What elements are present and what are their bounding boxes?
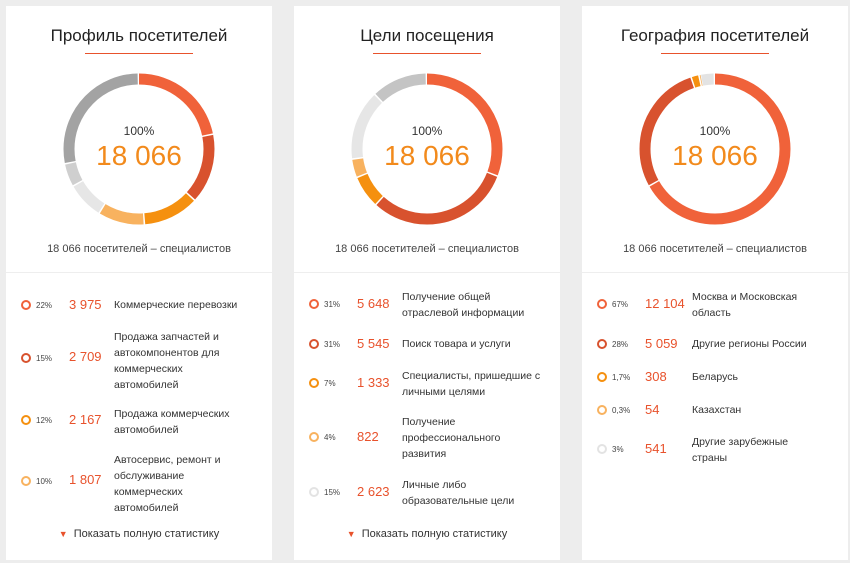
donut-chart bbox=[350, 72, 504, 226]
row-percent: 31% bbox=[324, 340, 341, 349]
row-value: 2 167 bbox=[69, 412, 102, 427]
triangle-down-icon: ▼ bbox=[346, 529, 356, 539]
row-label: Другие зарубежные страны bbox=[692, 436, 789, 464]
row-percent: 15% bbox=[324, 488, 341, 497]
donut-chart bbox=[638, 72, 792, 226]
card-subtitle: 18 066 посетителей – специалистов bbox=[623, 243, 807, 255]
show-full-stats-link[interactable] bbox=[294, 528, 560, 540]
row-label: Другие регионы России bbox=[692, 338, 807, 350]
card-title: География посетителей bbox=[620, 26, 810, 45]
card-visit-goals bbox=[294, 6, 560, 560]
row-value: 5 545 bbox=[357, 336, 390, 351]
row-percent: 28% bbox=[612, 340, 629, 349]
bullet-icon bbox=[597, 299, 607, 309]
title-underline bbox=[85, 53, 193, 54]
donut-total: 18 066 bbox=[96, 140, 182, 171]
card-visitor-profile bbox=[6, 6, 272, 560]
row-value: 5 648 bbox=[357, 296, 390, 311]
row-value: 308 bbox=[645, 369, 667, 384]
row-percent: 4% bbox=[324, 433, 336, 442]
row-value: 1 333 bbox=[357, 375, 390, 390]
row-value: 5 059 bbox=[645, 336, 678, 351]
bullet-icon bbox=[309, 378, 319, 388]
row-value: 2 709 bbox=[69, 349, 102, 364]
row-label: Казахстан bbox=[692, 404, 742, 416]
donut-total: 18 066 bbox=[384, 140, 470, 171]
row-label: Получение общей отраслевой информации bbox=[402, 291, 525, 319]
row-label: Москва и Московская область bbox=[692, 291, 798, 319]
row-label: Поиск товара и услуги bbox=[402, 338, 511, 350]
row-value: 2 623 bbox=[357, 484, 390, 499]
bullet-icon bbox=[21, 415, 31, 425]
bullet-icon bbox=[597, 372, 607, 382]
row-value: 54 bbox=[645, 402, 660, 417]
card-header bbox=[6, 6, 272, 273]
bullet-icon bbox=[21, 353, 31, 363]
row-percent: 12% bbox=[36, 416, 53, 425]
bullet-icon bbox=[21, 300, 31, 310]
row-label: Продажа коммерческих автомобилей bbox=[114, 408, 230, 436]
row-percent: 67% bbox=[612, 300, 629, 309]
card-subtitle: 18 066 посетителей – специалистов bbox=[335, 243, 519, 255]
row-label: Беларусь bbox=[692, 371, 738, 383]
row-value: 541 bbox=[645, 441, 667, 456]
donut-percent: 100% bbox=[411, 124, 443, 138]
bullet-icon bbox=[597, 405, 607, 415]
show-full-stats-label: Показать полную статистику bbox=[73, 528, 220, 540]
title-underline bbox=[661, 53, 769, 54]
row-percent: 7% bbox=[324, 379, 336, 388]
row-percent: 10% bbox=[36, 477, 53, 486]
card-title: Профиль посетителей bbox=[50, 26, 228, 45]
bullet-icon bbox=[309, 299, 319, 309]
bullet-icon bbox=[597, 339, 607, 349]
row-label: Личные либо образовательные цели bbox=[402, 479, 515, 507]
row-percent: 15% bbox=[36, 354, 53, 363]
triangle-down-icon: ▼ bbox=[58, 529, 68, 539]
row-label: Продажа запчастей и автокомпонентов для коммерческих автомобилей bbox=[114, 331, 220, 391]
card-visitor-geography bbox=[582, 6, 848, 560]
row-value: 12 104 bbox=[645, 296, 685, 311]
bullet-icon bbox=[597, 444, 607, 454]
donut-total: 18 066 bbox=[672, 140, 758, 171]
bullet-icon bbox=[21, 476, 31, 486]
show-full-stats-label: Показать полную статистику bbox=[361, 528, 508, 540]
row-percent: 31% bbox=[324, 300, 341, 309]
bullet-icon bbox=[309, 339, 319, 349]
row-percent: 0,3% bbox=[612, 406, 631, 415]
row-label: Получение профессионального развития bbox=[402, 416, 501, 460]
bullet-icon bbox=[309, 432, 319, 442]
row-label: Коммерческие перевозки bbox=[114, 299, 238, 311]
row-percent: 22% bbox=[36, 301, 53, 310]
card-header bbox=[582, 6, 848, 273]
row-percent: 1,7% bbox=[612, 373, 631, 382]
row-value: 3 975 bbox=[69, 297, 102, 312]
row-value: 1 807 bbox=[69, 472, 102, 487]
card-subtitle: 18 066 посетителей – специалистов bbox=[47, 243, 231, 255]
donut-percent: 100% bbox=[123, 124, 155, 138]
donut-chart bbox=[62, 72, 216, 226]
bullet-icon bbox=[309, 487, 319, 497]
row-value: 822 bbox=[357, 429, 379, 444]
donut-percent: 100% bbox=[699, 124, 731, 138]
card-header bbox=[294, 6, 560, 273]
show-full-stats-link[interactable] bbox=[6, 528, 272, 540]
card-title: Цели посещения bbox=[360, 26, 494, 45]
title-underline bbox=[373, 53, 481, 54]
row-percent: 3% bbox=[612, 445, 624, 454]
row-label: Специалисты, пришедшие с личными целями bbox=[402, 370, 541, 398]
row-label: Автосервис, ремонт и обслуживание коммерческих автомобилей bbox=[114, 454, 221, 514]
